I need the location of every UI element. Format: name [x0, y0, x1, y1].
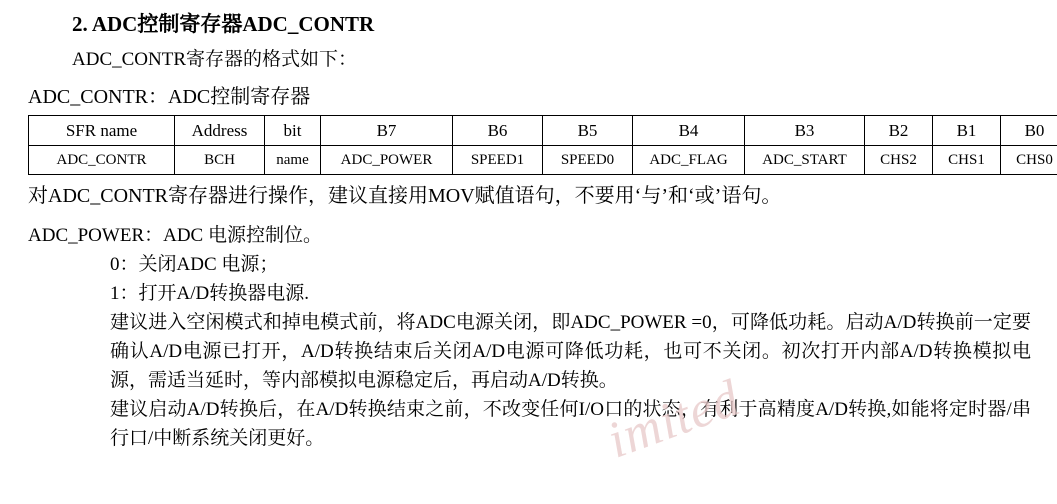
table-cell: SPEED1: [453, 146, 543, 175]
operation-note: 对ADC_CONTR寄存器进行操作，建议直接用MOV赋值语句，不要用‘与’和‘或’语句。: [28, 185, 782, 207]
table-cell: BCH: [175, 146, 265, 175]
table-cell: B6: [453, 116, 543, 146]
table-row: [29, 146, 1057, 175]
table-cell: Address: [175, 116, 265, 146]
watermark-text: imited: [600, 369, 748, 470]
table-cell: B3: [745, 116, 865, 146]
table-row: [29, 116, 1057, 146]
table-cell: SFR name: [29, 116, 175, 146]
table-cell: B1: [933, 116, 1001, 146]
table-cell: B4: [633, 116, 745, 146]
bit-value-1: 1：打开A/D转换器电源.: [110, 283, 309, 304]
table-cell: ADC_CONTR: [29, 146, 175, 175]
register-caption: ADC_CONTR：ADC控制寄存器: [28, 86, 311, 108]
page-title: 2. ADC控制寄存器ADC_CONTR: [72, 12, 375, 36]
paragraph-io-note: 建议启动A/D转换后，在A/D转换结束之前，不改变任何I/O口的状态，有利于高精度A/D转换,如能将定时器/串行口/中断系统关闭更好。: [110, 399, 1031, 449]
bit-title: ADC_POWER：ADC 电源控制位。: [28, 225, 322, 246]
table-cell: ADC_START: [745, 146, 865, 175]
table-cell: CHS0: [1001, 146, 1057, 175]
table-cell: bit: [265, 116, 321, 146]
table-cell: B0: [1001, 116, 1057, 146]
table-cell: CHS2: [865, 146, 933, 175]
format-note: ADC_CONTR寄存器的格式如下：: [72, 49, 358, 70]
register-table: [28, 115, 1057, 175]
paragraph-power-note: 建议进入空闲模式和掉电模式前，将ADC电源关闭，即ADC_POWER =0，可降低功耗。启动A/D转换前一定要确认A/D电源已打开，A/D转换结束后关闭A/D电源可降低功耗，也可不关闭。初次打开内部A/D转换模拟电源，需适当延时，等内部模拟电源稳定后，再启动A/D转换。: [110, 312, 1031, 391]
table-cell: SPEED0: [543, 146, 633, 175]
table-cell: B2: [865, 116, 933, 146]
table-cell: B5: [543, 116, 633, 146]
bit-value-0: 0：关闭ADC 电源；: [110, 254, 279, 275]
table-cell: name: [265, 146, 321, 175]
table-cell: ADC_FLAG: [633, 146, 745, 175]
table-cell: ADC_POWER: [321, 146, 453, 175]
table-cell: B7: [321, 116, 453, 146]
table-cell: CHS1: [933, 146, 1001, 175]
